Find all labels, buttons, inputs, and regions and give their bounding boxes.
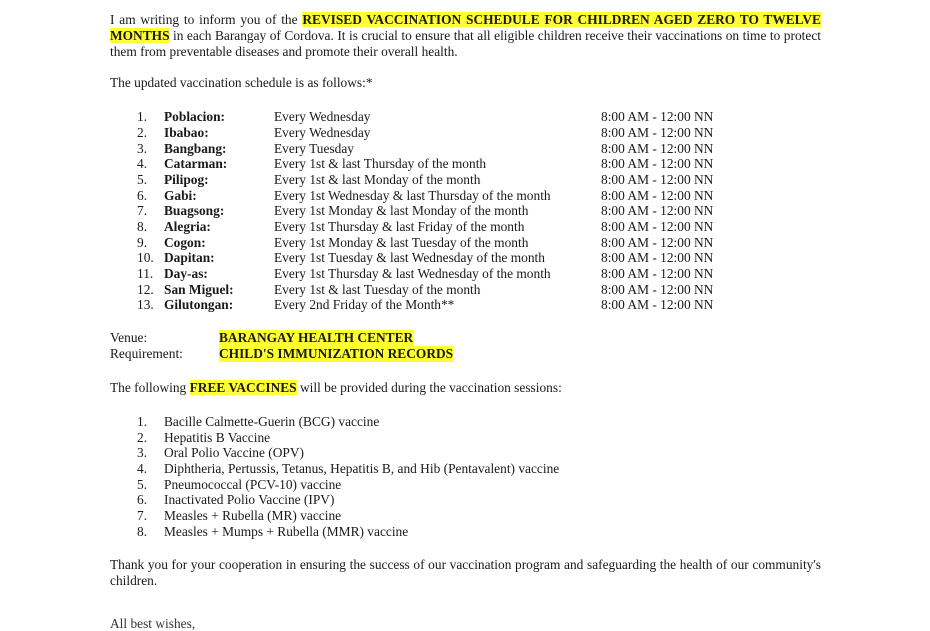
intro-highlight: REVISED VACCINATION SCHEDULE FOR CHILDREN AGED ZERO TO TWELVE MONTHS (110, 12, 821, 43)
intro-text-before: I am writing to inform you of the (110, 12, 303, 27)
schedule-number: 1. (137, 109, 148, 125)
vaccine-number: 3. (137, 445, 148, 461)
barangay-name: Gilutongan: (164, 297, 234, 313)
schedule-row (110, 109, 821, 125)
schedule-number: 4. (137, 156, 148, 172)
closing-text: All best wishes, (110, 616, 196, 631)
venue-requirement-block (110, 330, 821, 362)
schedule-number: 11. (137, 266, 154, 282)
schedule-day: Every 1st Wednesday & last Thursday of the month (274, 187, 551, 203)
vaccine-number: 1. (137, 413, 148, 429)
schedule-number: 8. (137, 219, 148, 234)
schedule-time: 8:00 AM - 12:00 NN (601, 219, 714, 234)
schedule-row (110, 219, 821, 235)
vaccine-item (110, 461, 821, 477)
free-vaccines-highlight: FREE VACCINES (189, 380, 297, 396)
requirement-value: CHILD'S IMMUNIZATION RECORDS (219, 346, 454, 362)
schedule-time: 8:00 AM - 12:00 NN (601, 171, 714, 187)
barangay-name: Cogon: (164, 234, 206, 250)
schedule-day: Every 2nd Friday of the Month** (274, 297, 455, 313)
vaccine-item (110, 524, 821, 540)
closing-partial (110, 607, 821, 631)
schedule-row (110, 235, 821, 251)
schedule-time: 8:00 AM - 12:00 NN (601, 156, 714, 172)
vaccine-item (110, 492, 821, 508)
vaccine-name: Inactivated Polio Vaccine (IPV) (164, 492, 335, 508)
vaccine-number: 2. (137, 429, 148, 445)
schedule-day: Every Tuesday (274, 140, 354, 156)
vaccine-number: 7. (137, 508, 148, 524)
schedule-row (110, 203, 821, 219)
schedule-time: 8:00 AM - 12:00 NN (601, 266, 714, 282)
vaccine-item (110, 430, 821, 446)
schedule-time: 8:00 AM - 12:00 NN (601, 140, 714, 156)
schedule-row (110, 297, 821, 313)
barangay-name: Catarman: (164, 156, 228, 172)
barangay-name: Day-as: (164, 266, 208, 282)
vaccine-name: Oral Polio Vaccine (OPV) (164, 445, 304, 461)
schedule-time: 8:00 AM - 12:00 NN (601, 109, 714, 125)
barangay-name: Ibabao: (164, 124, 209, 140)
schedule-number: 3. (137, 140, 148, 156)
schedule-time: 8:00 AM - 12:00 NN (601, 187, 714, 203)
schedule-time: 8:00 AM - 12:00 NN (601, 124, 714, 140)
schedule-time: 8:00 AM - 12:00 NN (601, 234, 714, 250)
schedule-number: 12. (137, 281, 154, 297)
schedule-time: 8:00 AM - 12:00 NN (601, 281, 714, 297)
free-text-after: will be provided during the vaccination sessions: (296, 380, 562, 396)
schedule-day: Every 1st & last Thursday of the month (274, 156, 487, 172)
schedule-day: Every 1st Thursday & last Friday of the month (274, 219, 525, 234)
schedule-lead: The updated vaccination schedule is as follows:* (110, 75, 373, 91)
vaccine-name: Hepatitis B Vaccine (164, 429, 271, 445)
schedule-day: Every Wednesday (274, 124, 371, 140)
vaccine-number: 4. (137, 460, 148, 476)
vaccine-item (110, 477, 821, 493)
schedule-day: Every 1st Monday & last Tuesday of the month (274, 234, 529, 250)
venue-label: Venue: (110, 330, 148, 346)
barangay-name: Buagsong: (164, 203, 225, 219)
vaccine-item (110, 414, 821, 430)
free-vaccines-paragraph (110, 380, 821, 396)
vaccine-number: 6. (137, 492, 148, 508)
schedule-day: Every 1st & last Monday of the month (274, 171, 481, 187)
schedule-row (110, 250, 821, 266)
schedule-number: 9. (137, 234, 148, 250)
schedule-day: Every 1st Monday & last Monday of the month (274, 203, 529, 219)
venue-row (110, 330, 821, 346)
schedule-number: 2. (137, 124, 148, 140)
vaccine-item (110, 445, 821, 461)
requirement-row (110, 346, 821, 362)
venue-value: BARANGAY HEALTH CENTER (219, 330, 414, 346)
schedule-time: 8:00 AM - 12:00 NN (601, 250, 714, 266)
vaccine-name: Bacille Calmette-Guerin (BCG) vaccine (164, 413, 380, 429)
vaccine-name: Pneumococcal (PCV-10) vaccine (164, 476, 342, 492)
document-page (110, 12, 821, 631)
schedule-row (110, 141, 821, 157)
vaccine-name: Measles + Mumps + Rubella (MMR) vaccine (164, 523, 409, 539)
vaccine-name: Measles + Rubella (MR) vaccine (164, 508, 342, 524)
schedule-time: 8:00 AM - 12:00 NN (601, 297, 714, 313)
schedule-row (110, 172, 821, 188)
barangay-name: Gabi: (164, 187, 197, 203)
barangay-name: Alegria: (164, 219, 211, 234)
barangay-name: Bangbang: (164, 140, 227, 156)
schedule-number: 7. (137, 203, 148, 219)
thanks-paragraph: Thank you for your cooperation in ensuring the success of our vaccination program and safeguarding the health of our community's children. (110, 557, 821, 589)
vaccine-number: 5. (137, 476, 148, 492)
barangay-name: Dapitan: (164, 250, 215, 266)
schedule-row (110, 188, 821, 204)
schedule-row (110, 282, 821, 298)
intro-text-after: in each Barangay of Cordova. It is crucial to ensure that all eligible children receive their vaccinations on time to protect them from preventable diseases and promote their overall health. (110, 27, 821, 59)
schedule-row (110, 266, 821, 282)
free-text-before: The following (110, 380, 190, 396)
barangay-name: Pilipog: (164, 171, 209, 187)
schedule-list (110, 109, 821, 313)
vaccine-number: 8. (137, 523, 148, 539)
requirement-label: Requirement: (110, 346, 183, 362)
schedule-day: Every 1st Tuesday & last Wednesday of the month (274, 250, 545, 266)
schedule-row (110, 125, 821, 141)
schedule-number: 5. (137, 171, 148, 187)
barangay-name: Poblacion: (164, 109, 226, 125)
vaccine-list (110, 414, 821, 540)
schedule-day: Every Wednesday (274, 109, 371, 125)
schedule-number: 13. (137, 297, 154, 313)
intro-paragraph (110, 12, 821, 59)
schedule-time: 8:00 AM - 12:00 NN (601, 203, 714, 219)
schedule-number: 10. (137, 250, 154, 266)
barangay-name: San Miguel: (164, 281, 234, 297)
vaccine-name: Diphtheria, Pertussis, Tetanus, Hepatitis B, and Hib (Pentavalent) vaccine (164, 460, 560, 476)
schedule-day: Every 1st & last Tuesday of the month (274, 281, 481, 297)
schedule-row (110, 156, 821, 172)
schedule-day: Every 1st Thursday & last Wednesday of the month (274, 266, 551, 282)
schedule-number: 6. (137, 187, 148, 203)
vaccine-item (110, 508, 821, 524)
